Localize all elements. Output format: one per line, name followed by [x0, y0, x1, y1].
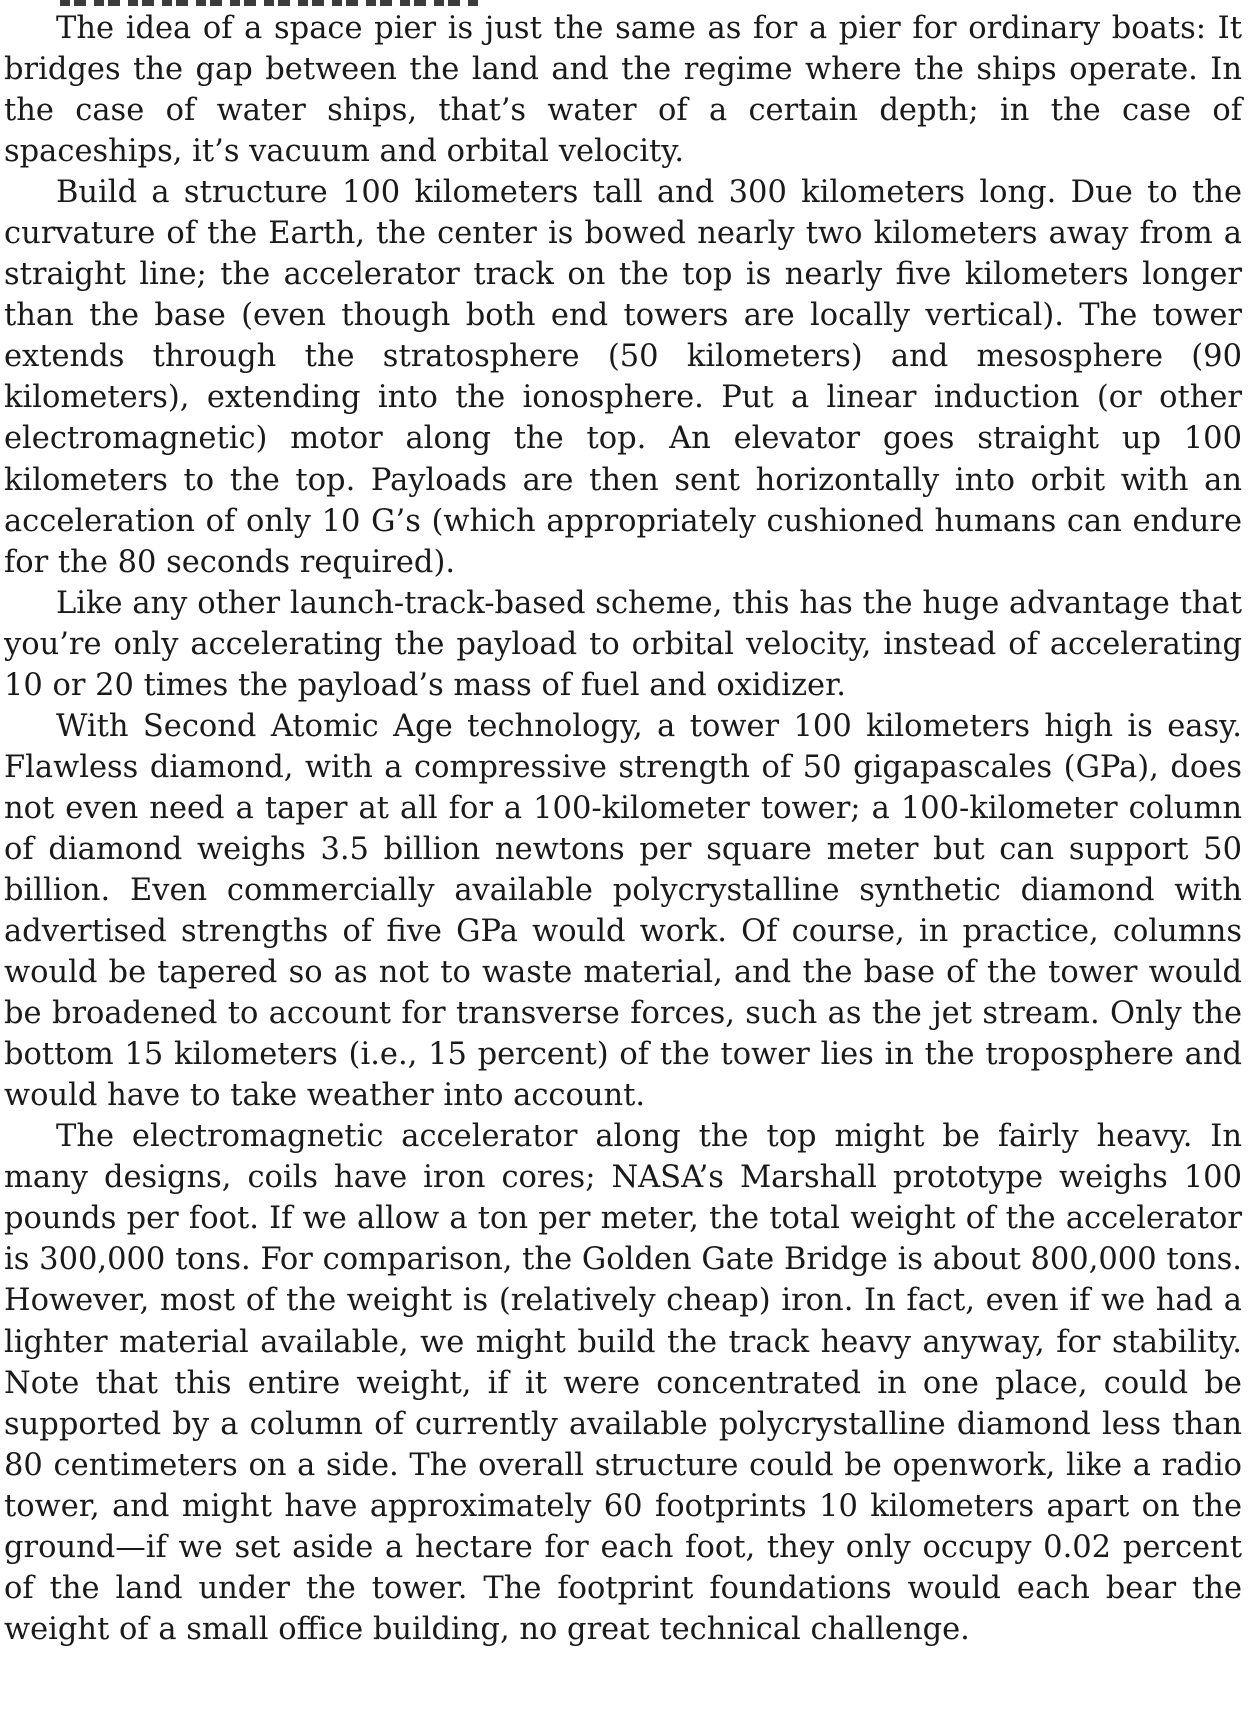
cropped-text-fragment — [60, 0, 480, 6]
paragraph-diamond-tower: With Second Atomic Age technology, a tower 100 kilometers high is easy. Flawless diamond, with a compressive strength of 50 gigapascales (GPa), does not even need a taper at all for a 100-kilometer tower; a 100-kilometer column of diamond weighs 3.5 billion newtons per square meter but can support 50 billion. Even commercially available polycrystalline synthetic diamond with advertised strengths of five GPa would work. Of course, in practice, columns would be tapered so as not to waste material, and the base of the tower would be broadened to account for transverse forces, such as the jet stream. Only the bottom 15 kilometers (i.e., 15 percent) of the tower lies in the troposphere and would have to take weather into account. — [4, 708, 1242, 1114]
paragraph-structure-description: Build a structure 100 kilometers tall and 300 kilometers long. Due to the curvature of the Earth, the center is bowed nearly two kilometers away from a straight line; the accelerator track on the top is nearly five kilometers longer than the base (even though both end towers are locally vertical). The tower extends through the stratosphere (50 kilometers) and mesosphere (90 kilometers), extending into the ionosphere. Put a linear induction (or other electromagnetic) motor along the top. An elevator goes straight up 100 kilometers to the top. Payloads are then sent horizontally into orbit with an acceleration of only 10 G’s (which appropriately cushioned humans can endure for the 80 seconds required). — [4, 175, 1242, 580]
paragraph-launch-track-advantage: Like any other launch-track-based scheme, this has the huge advantage that you’re only accelerating the payload to orbital velocity, instead of accelerating 10 or 20 times the payload’s mass of fuel and oxidizer. — [4, 585, 1242, 703]
paragraph-accelerator-weight: The electromagnetic accelerator along the top might be fairly heavy. In many designs, coils have iron cores; NASA’s Marshall prototype weighs 100 pounds per foot. If we allow a ton per meter, the total weight of the accelerator is 300,000 tons. For comparison, the Golden Gate Bridge is about 800,000 tons. However, most of the weight is (relatively cheap) iron. In fact, even if we had a lighter material available, we might build the track heavy anyway, for stability. Note that this entire weight, if it were concentrated in one place, could be supported by a column of currently available polycrystalline diamond less than 80 centimeters on a side. The overall structure could be openwork, like a radio tower, and might have approximately 60 footprints 10 kilometers apart on the ground—if we set aside a hectare for each foot, they only occupy 0.02 percent of the land under the tower. The footprint foundations would each bear the weight of a small office building, no great technical challenge. — [4, 1119, 1242, 1647]
cropped-previous-line — [0, 0, 1250, 8]
paragraph-space-pier-idea: The idea of a space pier is just the same as for a pier for ordinary boats: It bridges the gap between the land and the regime where the ships operate. In the case of water ships, that’s water of a certain depth; in the case of spaceships, it’s vacuum and orbital velocity. — [4, 11, 1242, 170]
body-text — [4, 8, 1242, 1650]
